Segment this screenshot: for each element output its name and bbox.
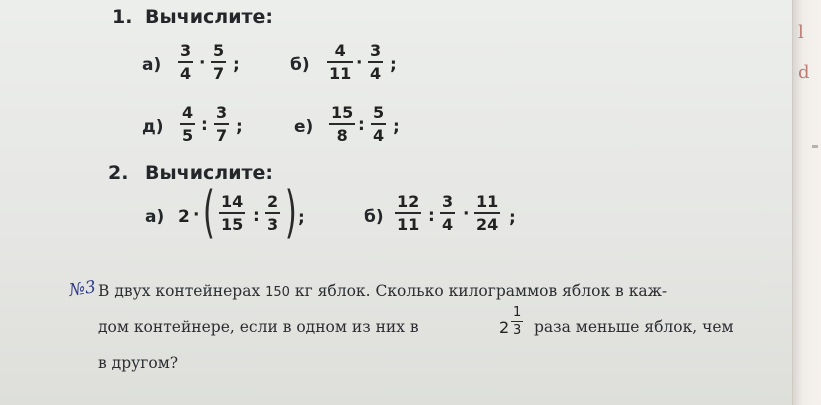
fraction: 4 11	[329, 41, 352, 83]
handwritten-problem-number: №3	[67, 277, 98, 301]
operator: :	[201, 115, 208, 135]
fraction: 3 4	[442, 192, 454, 234]
left-parenthesis: (	[202, 180, 215, 245]
margin-letter: l	[798, 22, 804, 43]
problem-line-2-end: раза меньше яблок, чем	[534, 318, 734, 336]
fraction: 14 15	[221, 192, 244, 234]
problem-line-2-start: дом контейнере, если в одном из них в	[98, 318, 419, 336]
operator: :	[253, 206, 260, 226]
fraction: 3 4	[370, 41, 382, 83]
operator: ·	[356, 53, 363, 73]
fraction: 5 7	[213, 41, 225, 83]
leading-number: 2	[178, 207, 190, 227]
item-label: б)	[364, 207, 384, 227]
fraction: 11 24	[476, 192, 499, 234]
operator: ·	[463, 204, 470, 224]
operator: ·	[193, 205, 200, 225]
operator: :	[428, 206, 435, 226]
right-parenthesis: )	[284, 180, 297, 245]
exercise-1-number: 1.	[112, 6, 133, 28]
mixed-number-whole: 2	[499, 318, 510, 337]
item-label: а)	[145, 207, 165, 227]
fraction: 4 5	[182, 103, 194, 145]
next-page-edge	[792, 0, 821, 405]
semicolon: ;	[236, 117, 243, 137]
fraction: 12 11	[397, 192, 420, 234]
fraction: 15 8	[331, 103, 354, 145]
semicolon: ;	[233, 55, 240, 75]
exercise-2-title: Вычислите:	[145, 162, 274, 184]
semicolon: ;	[509, 208, 516, 228]
problem-line-1: В двух контейнерах 150 кг яблок. Сколько килограммов яблок в каж-	[98, 282, 668, 300]
operator: ·	[199, 53, 206, 73]
exercise-2-number: 2.	[108, 162, 129, 184]
item-label: д)	[142, 117, 164, 137]
mixed-number-fraction: 1 3	[513, 305, 522, 338]
fraction: 3 4	[180, 41, 192, 83]
operator: :	[358, 115, 365, 135]
fraction: 3 7	[216, 103, 228, 145]
item-label: а)	[142, 55, 162, 75]
problem-line-3: в другом?	[98, 354, 179, 372]
semicolon: ;	[298, 208, 305, 228]
semicolon: ;	[393, 117, 400, 137]
fraction: 5 4	[373, 103, 385, 145]
margin-letter: d	[798, 62, 810, 83]
exercise-1-title: Вычислите:	[145, 6, 274, 28]
margin-mark	[812, 145, 818, 148]
fraction: 2 3	[267, 192, 279, 234]
semicolon: ;	[390, 55, 397, 75]
item-label: е)	[294, 117, 314, 137]
item-label: б)	[290, 55, 310, 75]
